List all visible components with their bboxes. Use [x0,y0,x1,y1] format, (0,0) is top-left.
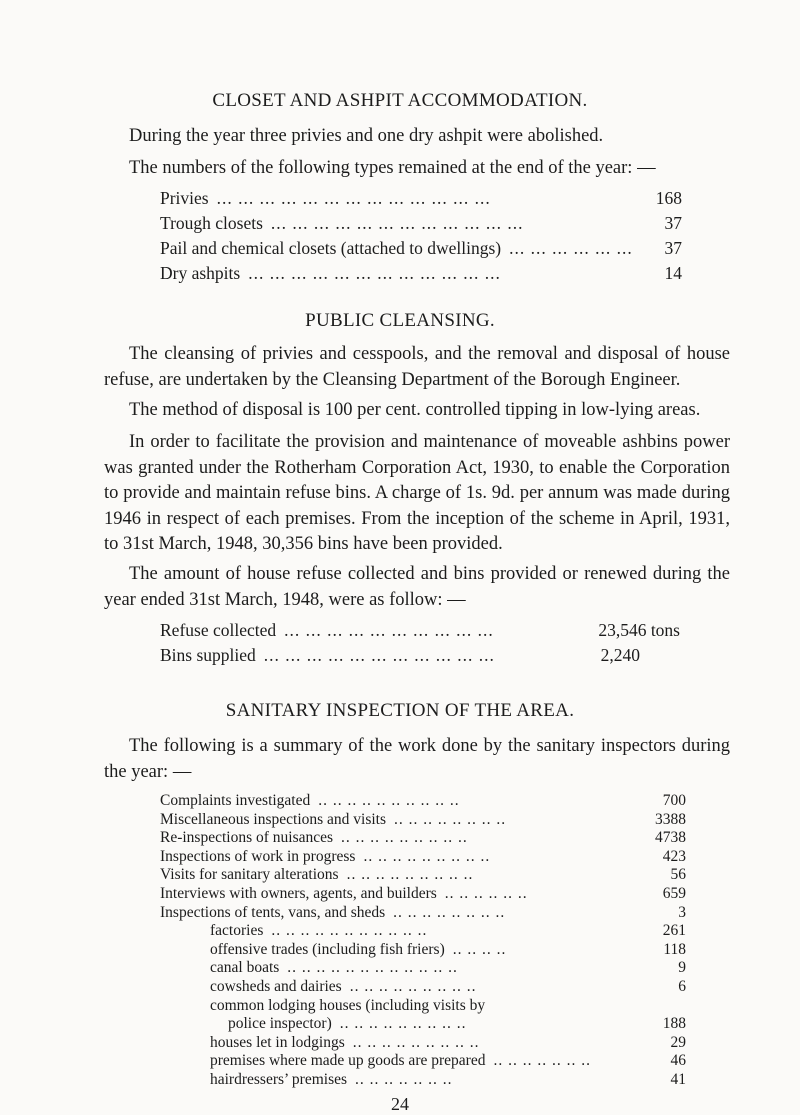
leader-dots: .. .. .. .. [452,940,507,958]
leader-dots: .. .. .. .. .. .. .. [493,1052,591,1070]
closet-row-trough-closets: Trough closets ... ... ... ... ... ... ... ... ... ... ... ... 37 [160,213,682,233]
leader-dots: .. .. .. .. .. .. .. .. .. [341,829,468,847]
cleansing-row-bins: Bins supplied ... ... ... ... ... ... ... ... ... ... ... 2,240 [160,645,640,665]
closet-section-title: CLOSET AND ASHPIT ACCOMMODATION. [212,90,588,111]
table-row: Visits for sanitary alterations .. .. .. .. .. .. .. .. .. 56 [160,866,686,884]
table-row: hairdressers’ premises .. .. .. .. .. .. .. 41 [210,1071,686,1088]
table-row: Inspections of work in progress .. .. .. .. .. .. .. .. .. 423 [160,847,686,865]
table-row: offensive trades (including fish friers) .. .. .. .. 118 [210,940,686,958]
table-row: Inspections of tents, vans, and sheds .. .. .. .. .. .. .. .. 3 [160,903,686,921]
table-row: police inspector) .. .. .. .. .. .. .. .. .. 188 [228,1015,686,1033]
cleansing-paragraph-1: The cleansing of privies and cesspools, and the removal and disposal of house refuse, are undertaken by the Cleansing Department of the Borough Engineer. [104,344,730,390]
table-row: Miscellaneous inspections and visits .. .. .. .. .. .. .. .. 3388 [160,810,686,828]
sanitary-section-title: SANITARY INSPECTION OF THE AREA. [225,700,575,721]
closet-paragraph-2: The numbers of the following types remained at the end of the year: — [129,158,656,178]
cleansing-paragraph-2: The method of disposal is 100 per cent. controlled tipping in low-lying areas. [129,400,701,420]
cleansing-row-refuse: Refuse collected ... ... ... ... ... ... ... ... ... ... 23,546 tons [160,620,680,640]
leader-dots: .. .. .. .. .. .. .. .. [394,810,507,828]
table-row: common lodging houses (including visits by [210,996,486,1014]
leader-dots: ... ... ... ... ... ... ... ... ... ... ... ... [248,263,501,283]
table-row: cowsheds and dairies .. .. .. .. .. .. .. .. .. 6 [210,978,686,995]
leader-dots: .. .. .. .. .. .. .. .. .. [363,847,491,865]
leader-dots: ... ... ... ... ... ... ... ... ... ... [284,620,494,640]
leader-dots: .. .. .. .. .. .. .. .. .. .. [318,792,460,809]
closet-paragraph-1: During the year three privies and one dry ashpit were abolished. [129,126,604,146]
table-row: Interviews with owners, agents, and builders .. .. .. .. .. .. 659 [160,885,686,902]
table-row: Complaints investigated .. .. .. .. .. .. .. .. .. .. 700 [160,792,686,809]
leader-dots: .. .. .. .. .. .. .. .. .. [339,1015,467,1033]
leader-dots: ... ... ... ... ... ... [509,238,633,258]
table-row: factories .. .. .. .. .. .. .. .. .. .. .. 261 [210,922,686,940]
leader-dots: .. .. .. .. .. .. .. [355,1071,453,1088]
leader-dots: .. .. .. .. .. .. [444,885,528,902]
closet-row-privies: Privies ... ... ... ... ... ... ... ... ... ... ... ... ... 168 [160,188,682,208]
cleansing-paragraph-4: The amount of house refuse collected and bins provided or renewed during the year ended 31st March, 1948, were as follow: — [104,564,730,610]
leader-dots: .. .. .. .. .. .. .. .. [393,903,506,921]
leader-dots: .. .. .. .. .. .. .. .. .. [352,1033,480,1051]
table-row: houses let in lodgings .. .. .. .. .. .. .. .. .. 29 [210,1033,686,1051]
leader-dots: .. .. .. .. .. .. .. .. .. .. .. .. [287,959,458,977]
leader-dots: ... ... ... ... ... ... ... ... ... ... ... [263,645,495,665]
leader-dots: .. .. .. .. .. .. .. .. .. .. .. [271,922,428,940]
cleansing-paragraph-3: In order to facilitate the provision and maintenance of moveable ashbins power was granted under the Rotherham Corporation Act, 1930, to enable the Corporation to provide and maintain refuse bins. A charge of 1s. 9d. per annum was made during 1946 in respect of each premises. From the inception of the scheme in April, 1931, to 31st March, 1948, 30,356 bins have been provided. [104,432,730,554]
page-number: 24 [391,1093,409,1114]
cleansing-section-title: PUBLIC CLEANSING. [305,310,495,331]
table-row: canal boats .. .. .. .. .. .. .. .. .. .. .. .. 9 [210,959,686,977]
leader-dots: .. .. .. .. .. .. .. .. .. [346,866,474,884]
leader-dots: ... ... ... ... ... ... ... ... ... ... ... ... ... [216,188,491,208]
leader-dots: ... ... ... ... ... ... ... ... ... ... ... ... [270,213,524,233]
closet-row-pail-chemical: Pail and chemical closets (attached to dwellings) ... ... ... ... ... ... 37 [160,238,682,258]
table-row: premises where made up goods are prepared .. .. .. .. .. .. .. 46 [210,1052,686,1070]
closet-row-dry-ashpits: Dry ashpits ... ... ... ... ... ... ... ... ... ... ... ... 14 [160,263,682,283]
sanitary-paragraph-1: The following is a summary of the work done by the sanitary inspectors during the year: — [104,736,730,782]
leader-dots: .. .. .. .. .. .. .. .. .. [349,978,477,995]
table-row: Re-inspections of nuisances .. .. .. .. .. .. .. .. .. 4738 [160,829,686,847]
